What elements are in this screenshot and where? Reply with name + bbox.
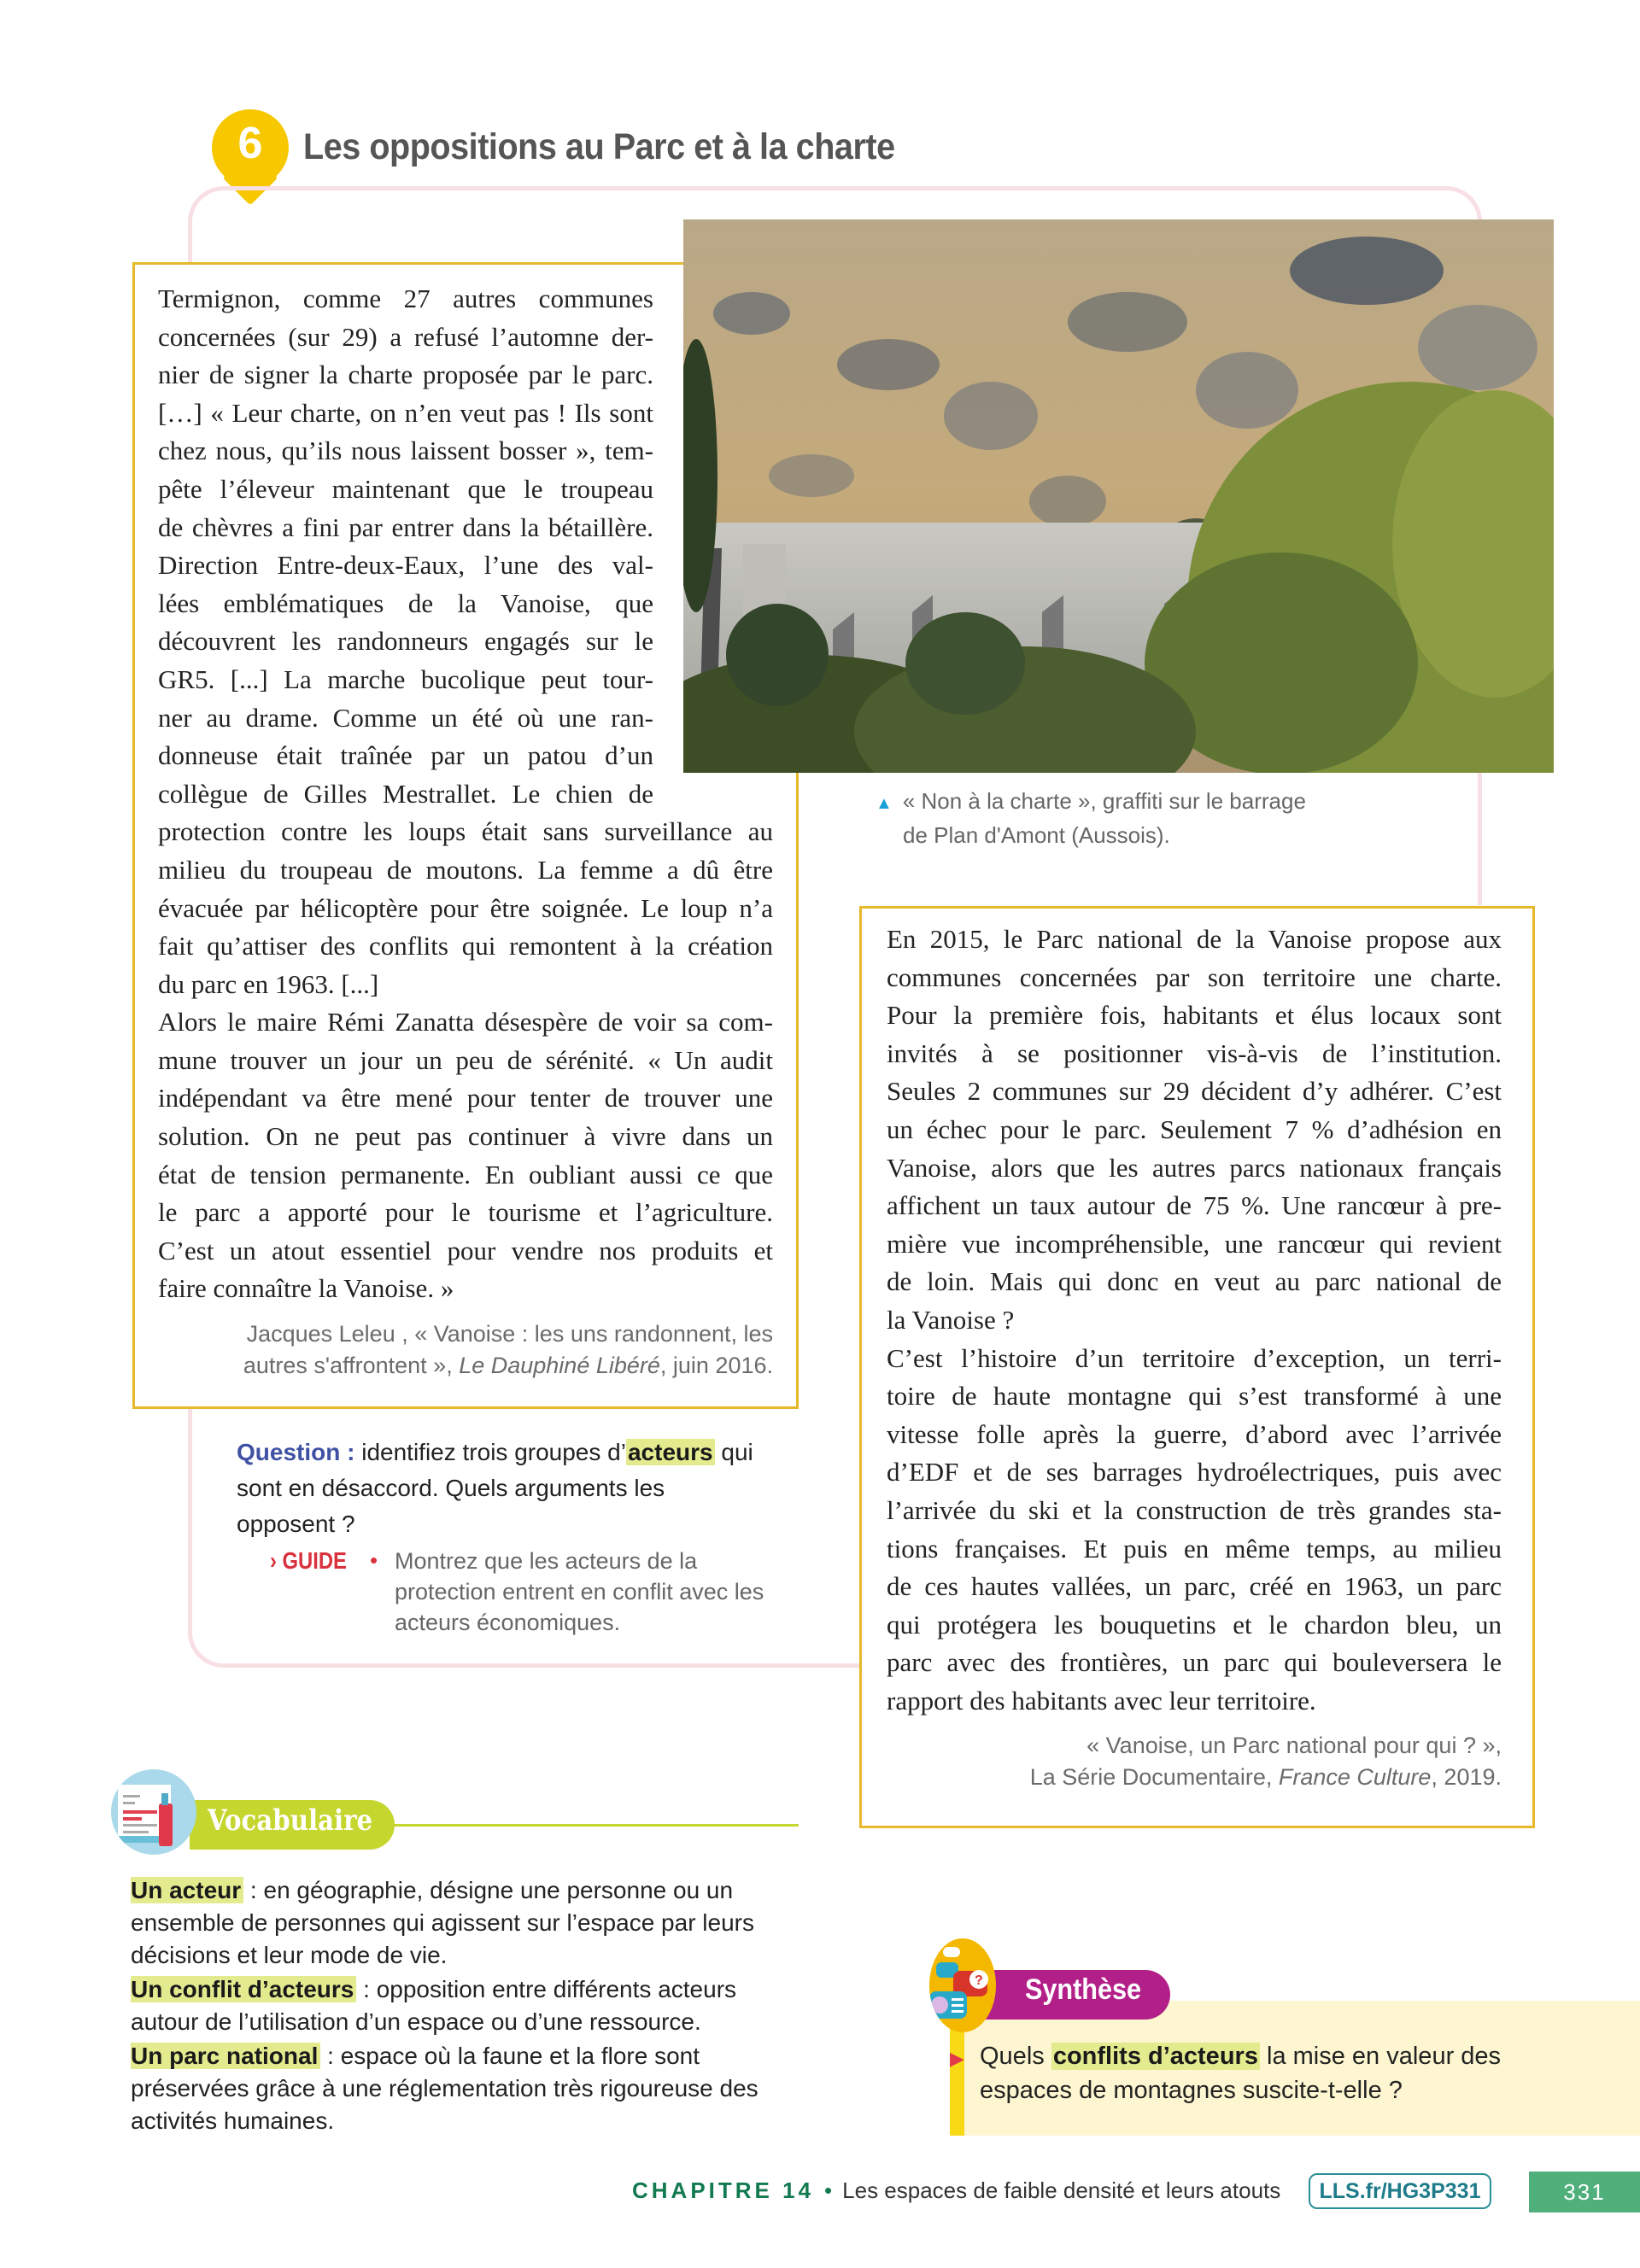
page-footer [632,2177,1280,2204]
excerpt-line: de chèvres a fini par entrer dans la bétaillère. [158,511,653,542]
document-title: Les oppositions au Parc et à la charte [303,126,895,167]
excerpt-line: tions françaises. Et puis en même temps, au milieu [887,1533,1502,1564]
excerpt-line: pête l’éleveur maintenant que le troupeau [158,473,653,504]
synthesis-highlight: conflits d’acteurs [1052,2043,1258,2070]
excerpt-line: Alors le maire Rémi Zanatta désespère de voir sa com- [158,1007,773,1038]
vocab-definition: : opposition entre différents acteurs autour de l’utilisation d’un espace ou d’une ressource. [131,1976,737,2035]
excerpt-line: rapport des habitants avec leur territoire. [887,1685,1316,1716]
source-suffix: , 2019. [1431,1764,1502,1791]
caption-line-2: de Plan d'Amont (Aussois). [903,822,1170,848]
excerpt-line: Termignon, comme 27 autres communes [158,284,653,313]
vocab-entry [131,1973,797,2038]
vocab-definition: : en géographie, désigne une personne ou un ensemble de personnes qui agissent sur l’espace par leurs décisions et leur mode de vie. [131,1877,754,1968]
svg-text:?: ? [975,1973,983,1988]
excerpt-line: chez nous, qu’ils nous laissent bosser », tem- [158,435,653,466]
document-number: 6 [237,119,263,168]
chapter-label: CHAPITRE 14 [632,2177,815,2203]
vocab-definition: : espace où la faune et la flore sont préservées grâce à une réglementation très rigoureuse des activités humaines. [131,2043,758,2134]
vocab-term: Un acteur [131,1877,243,1903]
excerpt-line: invités à se positionner vis-à-vis de l’institution. [887,1038,1502,1068]
excerpt-line: du parc en 1963. [...] [158,968,379,999]
question-highlight: acteurs [627,1439,713,1465]
excerpt-line: vitesse folle après la guerre, d’abord avec l’arrivée [887,1418,1502,1449]
source-suffix: , juin 2016. [659,1353,773,1379]
vocab-header: Vocabulaire [208,1803,373,1838]
excerpt-line: mune trouver un jour un peu de sérénité. « Un audit [158,1044,773,1075]
chapter-title: Les espaces de faible densité et leurs atouts [842,2177,1281,2203]
excerpt-line: collègue de Gilles Mestrallet. Le chien de [158,778,653,809]
notebook-icon [111,1769,196,1855]
triangle-right-icon: ▶ [950,2048,964,2069]
excerpt-line: Pour la première fois, habitants et élus locaux sont [887,1000,1502,1031]
guide-text: Montrez que les acteurs de la protection entrent en conflit avec les acteurs économiques. [395,1548,764,1635]
resource-link[interactable]: LLS.fr/HG3P331 [1309,2173,1491,2209]
page-number: 331 [1529,2172,1640,2212]
excerpt-line: toire de haute montagne qui s’est transformé à une [887,1381,1502,1412]
source-line-1: Jacques Leleu , « Vanoise : les uns randonnent, les [246,1321,773,1347]
question-text-1: identifiez trois groupes d’ [354,1439,626,1465]
vocab-rule [393,1824,799,1827]
excerpt-source [158,1318,773,1382]
dam-photo [683,219,1554,773]
vocab-term: Un conflit d’acteurs [131,1976,356,2002]
vocab-list [131,1874,797,2139]
source-publication: France Culture [1278,1764,1432,1791]
excerpt-line: GR5. [...] La marche bucolique peut tour- [158,663,653,694]
source-prefix: La Série Documentaire, [1029,1764,1279,1791]
excerpt-line: la Vanoise ? [887,1304,1015,1335]
photo-caption [876,786,1306,851]
synthesis-header: Synthèse [1025,1973,1142,2006]
excerpt-line: Direction Entre-deux-Eaux, l’une des val- [158,550,653,581]
caption-line-1: « Non à la charte », graffiti sur le barrage [902,788,1306,814]
synthesis-text-1: Quels [980,2043,1051,2070]
excerpt-line: […] « Leur charte, on n’en veut pas ! Ils sont [158,397,653,428]
excerpt-line: nier de signer la charte proposée par le parc. [158,359,653,390]
excerpt-line: lées emblématiques de la Vanoise, que [158,587,653,618]
excerpt-line: un échec pour le parc. Seulement 7 % d’adhésion en [887,1114,1502,1144]
excerpt-line: concernées (sur 29) a refusé l’automne der- [158,321,653,352]
excerpt-line: C’est un atout essentiel pour vendre nos produits et [158,1235,773,1266]
excerpt-line: mière vue incompréhensible, une rancœur qui revient [887,1228,1502,1259]
excerpt-line: communes concernées par son territoire une charte. [887,962,1502,992]
synthesis-question [980,2039,1595,2107]
excerpt-source [887,1730,1502,1793]
excerpt-text-left [158,280,773,1382]
excerpt-line: le parc a apporté pour le tourisme et l’agriculture. [158,1197,773,1228]
question-text-2: qui sont en désaccord. Quels arguments les opposent ? [237,1439,753,1537]
photo-image [683,219,1554,773]
guide-bullet: • [370,1547,378,1573]
excerpt-line: qui protégera les bouquetins et le chardon bleu, un [887,1609,1502,1640]
excerpt-line: fait qu’attiser des conflits qui remontent à la création [158,931,773,962]
synthesis-text-2: la mise en valeur des espaces de montagnes suscite-t-elle ? [980,2043,1502,2104]
excerpt-line: faire connaître la Vanoise. » [158,1273,454,1304]
separator-dot: • [824,2177,833,2203]
excerpt-line: de ces hautes vallées, un parc, créé en 1963, un parc [887,1571,1502,1602]
speech-bubbles-icon [929,1938,996,2032]
excerpt-line: évacuée par hélicoptère pour être soignée. Le loup n’a [158,892,773,923]
excerpt-line: d’EDF et de ses barrages hydroélectriques, puis avec [887,1457,1502,1488]
excerpt-line: de loin. Mais qui donc en veut au parc national de [887,1266,1502,1297]
excerpt-line: l’arrivée du ski et la construction de très grandes sta- [887,1494,1502,1525]
question [237,1435,766,1542]
excerpt-line: état de tension permanente. En oubliant aussi ce que [158,1159,773,1190]
excerpt-line: affichent un taux autour de 75 %. Une rancœur à pre- [887,1190,1502,1221]
source-line-1: « Vanoise, un Parc national pour qui ? », [1086,1733,1502,1759]
excerpt-line: protection contre les loups était sans surveillance au [158,816,773,847]
excerpt-line: C’est l’histoire d’un territoire d’exception, un terri- [887,1342,1502,1373]
excerpt-line: parc avec des frontières, un parc qui bouleversera le [887,1647,1502,1678]
source-prefix: autres s'affrontent », [243,1353,460,1379]
vocab-term: Un parc national [131,2043,320,2069]
source-publication: Le Dauphiné Libéré [459,1353,660,1379]
triangle-up-icon: ▲ [876,794,893,813]
excerpt-text-right [887,921,1502,1793]
excerpt-line: indépendant va être mené pour tenter de trouver une [158,1083,773,1114]
vocab-entry [131,1874,797,1972]
excerpt-line: ner au drame. Comme un été où une ran- [158,702,653,733]
question-label: Question : [237,1439,355,1465]
excerpt-line: solution. On ne peut pas continuer à vivre dans un [158,1121,773,1152]
excerpt-line: En 2015, le Parc national de la Vanoise propose aux [887,924,1502,954]
guide-label[interactable]: › GUIDE [270,1547,347,1574]
excerpt-line: découvrent les randonneurs engagés sur le [158,626,653,657]
vocab-entry [131,2040,797,2137]
excerpt-line: donneuse était traînée par un patou d’un [158,740,653,771]
excerpt-line: Vanoise, alors que les autres parcs nationaux français [887,1152,1502,1183]
excerpt-line: milieu du troupeau de moutons. La femme a dû être [158,854,773,885]
excerpt-line: Seules 2 communes sur 29 décident d’y adhérer. C’est [887,1076,1502,1107]
